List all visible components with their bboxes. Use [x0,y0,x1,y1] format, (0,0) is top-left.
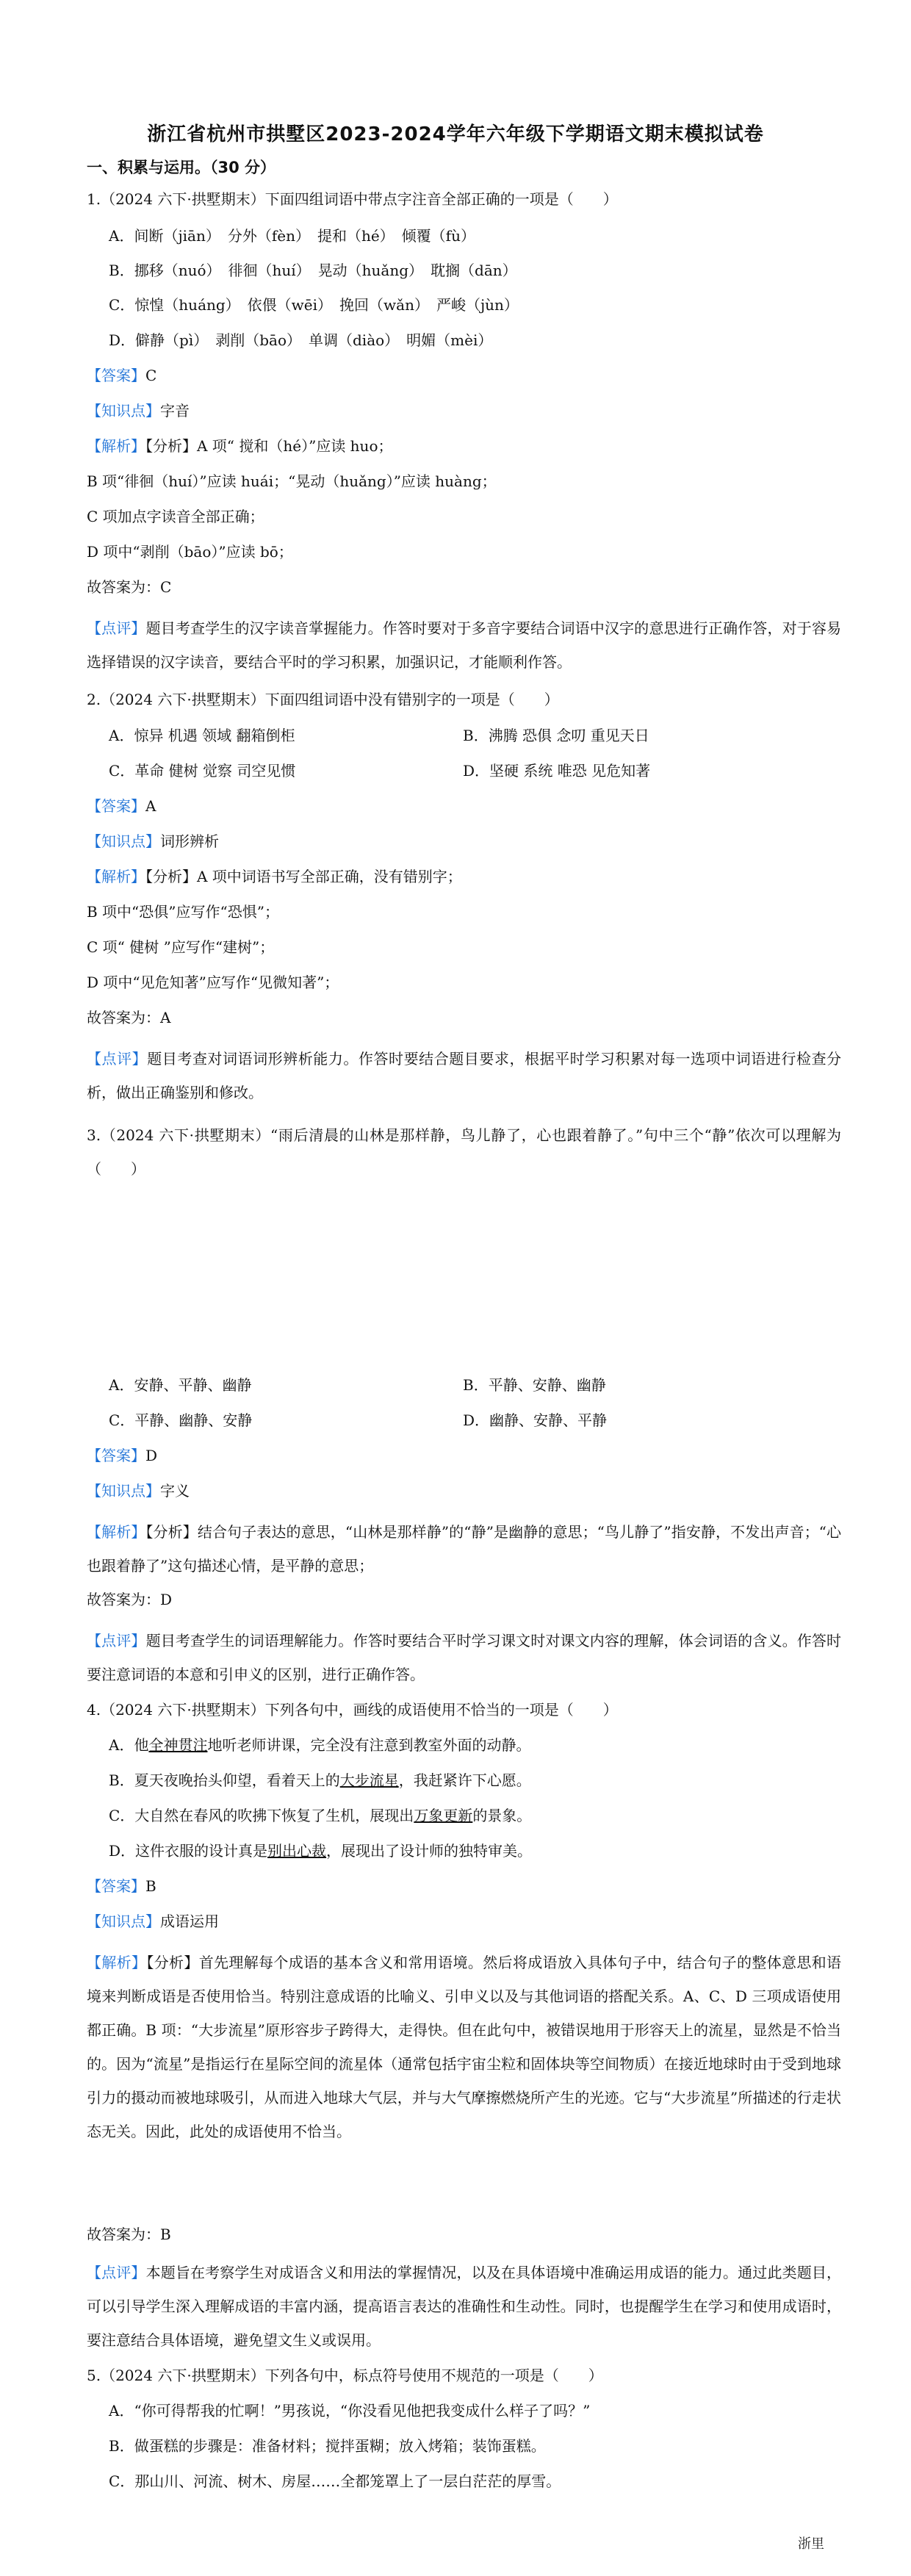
q3-knowledge-point [87,1480,841,1502]
q3-option-c: C．平静、幽静、安静 [109,1411,253,1429]
answer-value: D [145,1447,158,1464]
knowledge-tag: 【知识点】 [87,1482,160,1500]
answer-tag: 【答案】 [87,1447,145,1464]
section-heading: 一、积累与运用。（30 分） [87,159,276,176]
comment-tag: 【点评】 [87,619,146,637]
page-title: 浙江省杭州市拱墅区2023-2024学年六年级下学期语文期末模拟试卷 [147,123,764,145]
q3-analysis-line: 故答案为：D [87,1591,173,1608]
q3-comment [87,1624,841,1691]
q2-knowledge-point [87,830,841,852]
underlined-idiom: 大步流星 [339,1771,399,1789]
q2-comment [87,1042,841,1109]
q3-answer [87,1444,841,1467]
answer-value: B [145,1877,156,1895]
q1-option-b: B．挪移（nuó） 徘徊（huí） 晃动（huǎng） 耽搁（dān） [109,262,517,279]
q1-analysis-line: 故答案为：C [87,578,172,596]
comment-tag: 【点评】 [87,2264,146,2281]
option-text: A．他 [109,1736,149,1754]
q4-option-b [109,1769,531,1791]
analysis-tag: 【解析】 [87,1523,146,1541]
analysis-tag: 【解析】 [87,437,145,455]
analysis-tag: 【解析】 [87,1954,147,1971]
option-text: ，我赶紧许下心愿。 [398,1771,531,1789]
q4-analysis [87,1946,841,2148]
q4-knowledge-point [87,1910,841,1932]
analysis-text: 【分析】首先理解每个成语的基本含义和常用语境。然后将成语放入具体句子中，结合句子的整体意思和语境来判断成语是否使用恰当。特别注意成语的比喻义、引申义以及与其他词语的搭配关系。A、C、D 三项成语使用都正确。B 项：“大步流星”原形容步子跨得大，走得快。但在此句中，被错误地用于形容天上的流星，显然是不恰当的。因为“流星”是指运行在星际空间的流星体（通常包括宇宙尘粒和固体块等空间物质）在接近地球时由于受到地球引力的摄动而被地球吸引，从而进入地球大气层，并与大气摩擦燃烧所产生的光迹。它与“大步流星”所描述的行走状态无关。因此，此处的成语使用不恰当。 [87,1954,842,2140]
option-text: B．夏天夜晚抬头仰望，看着天上的 [109,1771,340,1789]
q1-option-a: A．间断（jiān） 分外（fèn） 提和（hé） 倾覆（fù） [109,227,475,245]
q2-analysis-line: 故答案为：A [87,1009,171,1026]
q2-option-a: A．惊异 机遇 领域 翻箱倒柜 [109,727,295,744]
q4-option-d [109,1840,532,1862]
q3-option-b: B．平静、安静、幽静 [463,1376,606,1394]
option-text: 的景象。 [472,1807,532,1824]
comment-text: 本题旨在考察学生对成语含义和用法的掌握情况，以及在具体语境中准确运用成语的能力。通过此类题目，可以引导学生深入理解成语的丰富内涵，提高语言表达的准确性和生动性。同时，也提醒学生在学习和使用成语时，要注意结合具体语境，避免望文生义或误用。 [87,2264,842,2349]
comment-tag: 【点评】 [87,1632,146,1649]
q2-option-c: C．革命 健树 觉察 司空见惯 [109,762,296,780]
knowledge-value: 成语运用 [160,1913,219,1930]
q1-analysis [87,435,841,457]
q4-comment [87,2256,841,2357]
q4-answer [87,1875,841,1897]
q5-option-c: C．那山川、河流、树木、房屋……全都笼罩上了一层白茫茫的厚雪。 [109,2472,561,2490]
q2-analysis-line: C 项“ 健树 ”应写作“建树”； [87,938,275,956]
q4-analysis-line: 故答案为：B [87,2226,171,2243]
question-3-stem: 3.（2024 六下·拱墅期末）“雨后清晨的山林是那样静，鸟儿静了，心也跟着静了。”句中三个“静”依次可以理解为（ ） [87,1126,841,1178]
q1-analysis-line: C 项加点字读音全部正确； [87,508,264,525]
question-2-stem: 2.（2024 六下·拱墅期末）下面四组词语中没有错别字的一项是（ ） [87,691,559,708]
option-text: C．大自然在春风的吹拂下恢复了生机，展现出 [109,1807,414,1824]
comment-text: 题目考查对词语词形辨析能力。作答时要结合题目要求，根据平时学习积累对每一选项中词语进行检查分析，做出正确鉴别和修改。 [87,1050,842,1101]
q2-option-d: D．坚硬 系统 唯恐 见危知著 [463,762,651,780]
analysis-text: 【分析】A 项“ 搅和（hé）”应读 huo； [145,437,393,455]
q1-option-c: C．惊惶（huáng） 依偎（wēi） 挽回（wǎn） 严峻（jùn） [109,296,519,314]
knowledge-value: 字音 [160,402,190,420]
comment-text: 题目考查学生的词语理解能力。作答时要结合平时学习课文时对课文内容的理解，体会词语的含义。作答时要注意词语的本意和引申义的区别，进行正确作答。 [87,1632,842,1683]
analysis-text: 【分析】结合句子表达的意思，“山林是那样静”的“静”是幽静的意思；“鸟儿静了”指安静，不发出声音；“心也跟着静了”这句描述心情，是平静的意思； [87,1523,841,1575]
q2-option-b: B．沸腾 恐俱 念叨 重见天日 [463,727,649,744]
q1-comment [87,611,841,679]
analysis-text: 【分析】A 项中词语书写全部正确，没有错别字； [145,868,462,885]
q5-option-a: A．“你可得帮我的忙啊！”男孩说，“你没看见他把我变成什么样子了吗？” [109,2402,591,2420]
knowledge-tag: 【知识点】 [87,1913,160,1930]
answer-tag: 【答案】 [87,1877,145,1895]
q1-answer [87,364,841,386]
underlined-idiom: 全神贯注 [148,1736,208,1754]
q2-analysis-line: B 项中“恐俱”应写作“恐惧”； [87,903,279,921]
question-5-stem: 5.（2024 六下·拱墅期末）下列各句中，标点符号使用不规范的一项是（ ） [87,2367,603,2384]
q2-analysis-line: D 项中“见危知著”应写作“见微知著”； [87,974,339,991]
answer-value: C [145,367,157,384]
q3-option-a: A．安静、平静、幽静 [109,1376,252,1394]
q5-option-b: B．做蛋糕的步骤是：准备材料；搅拌蛋糊；放入烤箱；装饰蛋糕。 [109,2437,546,2455]
q1-analysis-line: D 项中“剥削（bāo）”应读 bō； [87,543,293,561]
answer-tag: 【答案】 [87,367,145,384]
knowledge-value: 字义 [160,1482,190,1500]
q1-analysis-line: B 项“徘徊（huí）”应读 huái；“晃动（huǎng）”应读 huàng； [87,472,497,490]
q1-option-d: D．僻静（pì） 剥削（bāo） 单调（diào） 明媚（mèi） [109,331,493,349]
option-text: ，展现出了设计师的独特审美。 [326,1842,533,1860]
knowledge-tag: 【知识点】 [87,402,160,420]
underlined-idiom: 万象更新 [414,1807,473,1824]
answer-tag: 【答案】 [87,797,145,815]
q4-option-c [109,1805,531,1827]
q3-option-d: D．幽静、安静、平静 [463,1411,608,1429]
q2-analysis [87,866,841,888]
comment-text: 题目考查学生的汉字读音掌握能力。作答时要对于多音字要结合词语中汉字的意思进行正确作答，对于容易选择错误的汉字读音，要结合平时的学习积累，加强识记，才能顺利作答。 [87,619,842,671]
q1-knowledge-point [87,400,841,422]
answer-value: A [145,797,156,815]
q2-answer [87,795,841,817]
option-text: D．这件衣服的设计真是 [109,1842,268,1860]
page-footer: 浙里 [798,2536,824,2552]
knowledge-value: 词形辨析 [160,832,219,850]
underlined-idiom: 别出心裁 [267,1842,327,1860]
option-text: 地听老师讲课，完全没有注意到教室外面的动静。 [207,1736,531,1754]
question-4-stem: 4.（2024 六下·拱墅期末）下列各句中，画线的成语使用不恰当的一项是（ ） [87,1701,618,1719]
question-1-stem: 1.（2024 六下·拱墅期末）下面四组词语中带点字注音全部正确的一项是（ ） [87,190,618,208]
analysis-tag: 【解析】 [87,868,145,885]
knowledge-tag: 【知识点】 [87,832,160,850]
q3-analysis [87,1515,841,1583]
q4-option-a [109,1734,530,1756]
comment-tag: 【点评】 [87,1050,148,1068]
